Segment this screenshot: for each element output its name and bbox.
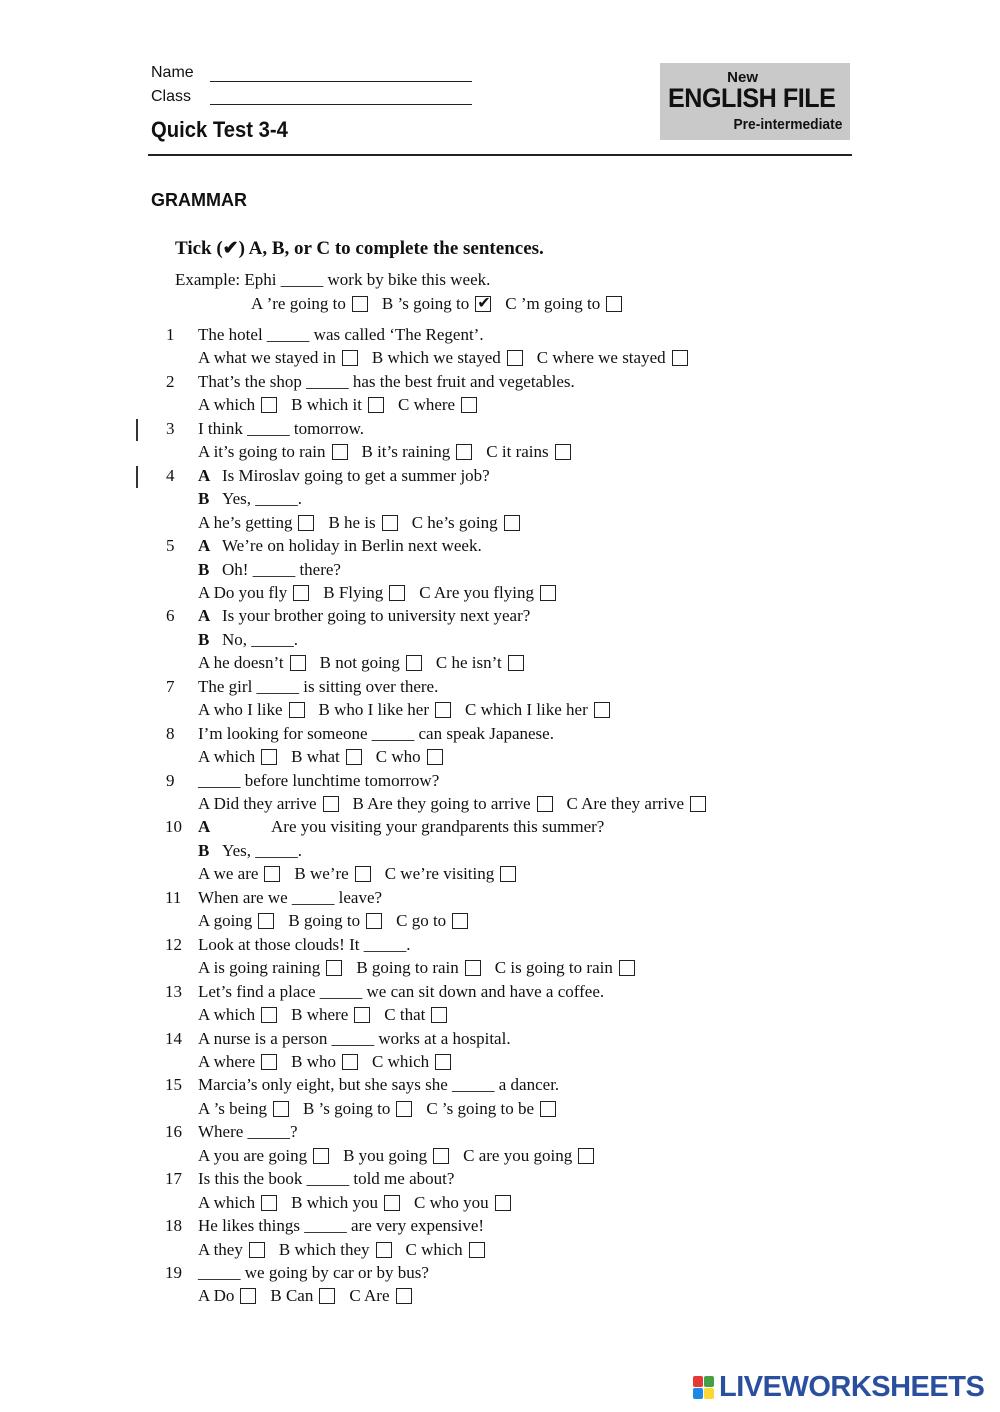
answer-options bbox=[198, 653, 538, 673]
speaker-label: B bbox=[198, 840, 210, 860]
option-checkbox[interactable] bbox=[396, 1288, 412, 1304]
question-number: 4 bbox=[166, 465, 175, 485]
answer-option bbox=[436, 653, 528, 673]
option-label: C are you going bbox=[463, 1145, 573, 1165]
question-number: 10 bbox=[165, 817, 182, 837]
question-sentence: Yes, _____. bbox=[222, 489, 302, 509]
answer-options bbox=[198, 442, 585, 462]
option-checkbox[interactable] bbox=[264, 866, 280, 882]
example-option bbox=[382, 294, 495, 314]
option-label: B you going bbox=[343, 1145, 428, 1165]
answer-option bbox=[288, 911, 386, 931]
logo-tile bbox=[704, 1376, 714, 1387]
question-sentence: That’s the shop _____ has the best fruit and vegetables. bbox=[198, 371, 575, 391]
answer-options bbox=[198, 911, 482, 931]
answer-options bbox=[198, 1286, 426, 1306]
question-text bbox=[198, 1263, 429, 1283]
logo-tile bbox=[704, 1388, 714, 1399]
option-label: A Do you fly bbox=[198, 582, 288, 602]
option-label: C which bbox=[405, 1239, 463, 1259]
answer-options bbox=[198, 348, 702, 368]
answer-option bbox=[198, 1099, 293, 1119]
answer-option bbox=[495, 958, 639, 978]
answer-option bbox=[291, 1193, 404, 1213]
option-label: A going bbox=[198, 911, 253, 931]
name-field[interactable] bbox=[210, 81, 472, 82]
option-label: B which it bbox=[291, 395, 362, 415]
option-label: B which you bbox=[291, 1192, 379, 1212]
option-checkbox[interactable] bbox=[261, 1007, 277, 1023]
option-checkbox[interactable] bbox=[376, 1242, 392, 1258]
question-sentence: I’m looking for someone _____ can speak Japanese. bbox=[198, 723, 554, 743]
option-label: C is going to rain bbox=[494, 958, 613, 978]
option-label: A he’s getting bbox=[198, 512, 293, 532]
question-text bbox=[198, 325, 484, 345]
option-label: A you are going bbox=[198, 1145, 308, 1165]
question-number: 6 bbox=[166, 606, 175, 626]
answer-option bbox=[198, 794, 343, 814]
option-checkbox[interactable] bbox=[690, 796, 706, 812]
option-checkbox[interactable] bbox=[504, 515, 520, 531]
question-text bbox=[198, 817, 604, 837]
question-sentence: Is your brother going to university next year? bbox=[222, 606, 531, 626]
question-text bbox=[198, 888, 382, 908]
option-checkbox[interactable] bbox=[433, 1148, 449, 1164]
question-number: 11 bbox=[165, 887, 182, 907]
question-number: 18 bbox=[165, 1216, 182, 1236]
question-number: 19 bbox=[165, 1263, 182, 1282]
option-checkbox[interactable] bbox=[435, 702, 451, 718]
logo-line-english-file: ENGLISH FILE bbox=[668, 83, 836, 113]
speaker-label: A bbox=[198, 536, 211, 556]
option-checkbox[interactable] bbox=[500, 866, 516, 882]
question-text bbox=[198, 982, 604, 1002]
option-checkbox[interactable] bbox=[323, 796, 339, 812]
question-sentence: Is Miroslav going to get a summer job? bbox=[222, 465, 490, 485]
example-sentence: Example: Ephi _____ work by bike this week. bbox=[175, 270, 491, 289]
option-checkbox[interactable] bbox=[495, 1195, 511, 1211]
answer-options bbox=[198, 1052, 465, 1072]
option-label: A they bbox=[198, 1239, 243, 1259]
question-sentence: Yes, _____. bbox=[222, 840, 302, 860]
option-label: B which we stayed bbox=[371, 348, 501, 368]
answer-option bbox=[291, 1052, 362, 1072]
option-label: C Are bbox=[349, 1286, 390, 1306]
question-number: 14 bbox=[165, 1028, 182, 1048]
option-label: C that bbox=[384, 1005, 426, 1025]
english-file-logo bbox=[660, 63, 850, 140]
answer-option bbox=[567, 794, 711, 814]
option-checkbox[interactable] bbox=[342, 350, 358, 366]
option-checkbox[interactable] bbox=[406, 655, 422, 671]
question-number: 16 bbox=[165, 1122, 182, 1142]
question-sentence: No, _____. bbox=[222, 629, 299, 649]
question-sentence: He likes things _____ are very expensive! bbox=[198, 1216, 485, 1236]
option-label: A what we stayed in bbox=[198, 348, 336, 368]
question-text bbox=[198, 841, 302, 861]
option-checkbox[interactable] bbox=[431, 1007, 447, 1023]
option-checkbox[interactable] bbox=[475, 296, 491, 312]
question-sentence: I think _____ tomorrow. bbox=[198, 418, 365, 438]
option-label: C which bbox=[372, 1051, 430, 1071]
example-option bbox=[251, 294, 372, 314]
option-checkbox[interactable] bbox=[619, 960, 635, 976]
option-checkbox[interactable] bbox=[389, 585, 405, 601]
option-label: B ’s going to bbox=[302, 1098, 391, 1118]
speaker-label: A bbox=[198, 606, 211, 626]
answer-option bbox=[396, 911, 472, 931]
question-number: 12 bbox=[165, 934, 182, 954]
answer-options bbox=[198, 864, 530, 884]
option-label: A which bbox=[198, 747, 256, 767]
question-text bbox=[198, 560, 341, 580]
option-label: B what bbox=[291, 747, 340, 767]
answer-option bbox=[198, 958, 346, 978]
question-text bbox=[198, 466, 490, 486]
answer-option bbox=[198, 1146, 333, 1166]
option-checkbox[interactable] bbox=[319, 1288, 335, 1304]
name-label: Name bbox=[151, 64, 194, 81]
answer-option bbox=[198, 1052, 281, 1072]
question-sentence: The girl _____ is sitting over there. bbox=[198, 676, 439, 696]
answer-option bbox=[198, 442, 352, 462]
answer-options bbox=[198, 1193, 525, 1213]
answer-option bbox=[412, 513, 524, 533]
option-label: B who bbox=[291, 1051, 336, 1071]
question-text bbox=[198, 536, 482, 556]
question-number: 17 bbox=[165, 1169, 182, 1189]
option-label: A which bbox=[198, 1005, 256, 1025]
answer-option bbox=[343, 1146, 453, 1166]
answer-option bbox=[398, 395, 481, 415]
answer-options bbox=[198, 1099, 570, 1119]
answer-option bbox=[279, 1240, 396, 1260]
option-label: B ’s going to bbox=[381, 294, 470, 313]
liveworksheets-brand: LIVEWORKSHEETS bbox=[719, 1371, 985, 1403]
class-label: Class bbox=[151, 88, 192, 105]
answer-option bbox=[319, 700, 455, 720]
question-number: 7 bbox=[166, 676, 175, 696]
answer-option bbox=[353, 794, 557, 814]
option-checkbox[interactable] bbox=[456, 444, 472, 460]
option-label: C he’s going bbox=[411, 512, 498, 532]
speaker-label: B bbox=[198, 629, 210, 649]
answer-options bbox=[198, 747, 457, 767]
question-text bbox=[198, 724, 554, 744]
option-label: C where we stayed bbox=[536, 348, 666, 368]
option-checkbox[interactable] bbox=[540, 1101, 556, 1117]
answer-option bbox=[198, 513, 318, 533]
question-sentence: _____ before lunchtime tomorrow? bbox=[198, 770, 440, 790]
question-number: 15 bbox=[165, 1075, 182, 1095]
answer-option bbox=[270, 1286, 339, 1306]
question-sentence: A nurse is a person _____ works at a hospital. bbox=[198, 1028, 511, 1048]
question-sentence: Look at those clouds! It _____. bbox=[198, 934, 411, 954]
question-text bbox=[198, 419, 364, 439]
answer-option bbox=[414, 1193, 515, 1213]
option-checkbox[interactable] bbox=[396, 1101, 412, 1117]
answer-options bbox=[198, 1240, 499, 1260]
option-checkbox[interactable] bbox=[346, 749, 362, 765]
option-label: A who I like bbox=[198, 700, 283, 720]
question-text bbox=[198, 677, 438, 697]
option-label: A which bbox=[198, 1192, 256, 1212]
option-checkbox[interactable] bbox=[355, 866, 371, 882]
answer-options bbox=[198, 513, 534, 533]
answer-options bbox=[198, 1005, 461, 1025]
option-checkbox[interactable] bbox=[313, 1148, 329, 1164]
question-number: 1 bbox=[166, 325, 175, 344]
option-checkbox[interactable] bbox=[326, 960, 342, 976]
logo-line-new: New bbox=[727, 69, 758, 86]
answer-options bbox=[198, 794, 720, 814]
option-label: C who you bbox=[414, 1192, 489, 1212]
option-label: C ’m going to bbox=[505, 294, 601, 313]
question-number: 8 bbox=[166, 723, 175, 743]
question-number: 13 bbox=[165, 981, 182, 1001]
question-sentence: Is this the book _____ told me about? bbox=[198, 1169, 455, 1189]
option-label: A is going raining bbox=[198, 958, 321, 978]
option-checkbox[interactable] bbox=[368, 397, 384, 413]
option-checkbox[interactable] bbox=[290, 655, 306, 671]
option-label: C he isn’t bbox=[435, 653, 502, 673]
logo-tile bbox=[693, 1376, 703, 1387]
option-label: B not going bbox=[319, 653, 400, 673]
option-checkbox[interactable] bbox=[261, 1195, 277, 1211]
answer-option bbox=[198, 700, 309, 720]
question-sentence: When are we _____ leave? bbox=[198, 887, 383, 907]
answer-option bbox=[486, 442, 574, 462]
logo-tile bbox=[693, 1388, 703, 1399]
option-checkbox[interactable] bbox=[508, 655, 524, 671]
option-label: C where bbox=[397, 395, 456, 415]
answer-options bbox=[198, 1146, 608, 1166]
section-heading: GRAMMAR bbox=[151, 190, 247, 210]
option-label: A we are bbox=[198, 864, 259, 884]
option-checkbox[interactable] bbox=[452, 913, 468, 929]
question-sentence: Are you visiting your grandparents this summer? bbox=[271, 817, 605, 837]
answer-option bbox=[294, 864, 374, 884]
option-label: B which they bbox=[278, 1239, 370, 1259]
option-checkbox[interactable] bbox=[384, 1195, 400, 1211]
class-field[interactable] bbox=[210, 104, 472, 105]
answer-option bbox=[291, 1005, 374, 1025]
answer-option bbox=[384, 1005, 451, 1025]
example-option bbox=[505, 294, 626, 314]
answer-option bbox=[198, 348, 362, 368]
option-checkbox[interactable] bbox=[672, 350, 688, 366]
question-number: 5 bbox=[166, 536, 175, 556]
page-title: Quick Test 3-4 bbox=[151, 117, 288, 142]
answer-option bbox=[198, 1240, 269, 1260]
option-label: B he is bbox=[328, 512, 376, 532]
option-label: B we’re bbox=[294, 864, 349, 884]
option-checkbox[interactable] bbox=[578, 1148, 594, 1164]
option-checkbox[interactable] bbox=[352, 296, 368, 312]
answer-option bbox=[198, 395, 281, 415]
question-text bbox=[198, 935, 410, 955]
option-checkbox[interactable] bbox=[537, 796, 553, 812]
option-label: A which bbox=[198, 395, 256, 415]
option-label: C we’re visiting bbox=[384, 864, 495, 884]
option-label: A where bbox=[198, 1051, 256, 1071]
question-sentence: Oh! _____ there? bbox=[222, 559, 341, 579]
option-label: B who I like her bbox=[318, 700, 430, 720]
option-checkbox[interactable] bbox=[382, 515, 398, 531]
answer-option bbox=[198, 911, 278, 931]
answer-option bbox=[198, 864, 284, 884]
answer-option bbox=[198, 1005, 281, 1025]
example-options bbox=[251, 294, 636, 314]
answer-option bbox=[198, 1286, 260, 1306]
question-text bbox=[198, 489, 302, 509]
question-text bbox=[198, 1169, 454, 1189]
answer-option bbox=[198, 583, 313, 603]
option-checkbox[interactable] bbox=[293, 585, 309, 601]
answer-option bbox=[323, 583, 409, 603]
answer-option bbox=[406, 1240, 489, 1260]
option-checkbox[interactable] bbox=[342, 1054, 358, 1070]
instruction: Tick (✔) A, B, or C to complete the sentences. bbox=[175, 238, 544, 259]
option-checkbox[interactable] bbox=[435, 1054, 451, 1070]
answer-option bbox=[320, 653, 426, 673]
option-checkbox[interactable] bbox=[540, 585, 556, 601]
question-number: 3 bbox=[166, 418, 175, 438]
answer-option bbox=[291, 395, 388, 415]
answer-option bbox=[419, 583, 560, 603]
question-number: 2 bbox=[166, 371, 175, 391]
option-label: B Are they going to arrive bbox=[352, 794, 531, 813]
option-checkbox[interactable] bbox=[594, 702, 610, 718]
option-label: C Are they arrive bbox=[566, 794, 685, 813]
answer-option bbox=[385, 864, 521, 884]
header-divider bbox=[148, 154, 852, 156]
answer-options bbox=[198, 958, 649, 978]
option-checkbox[interactable] bbox=[461, 397, 477, 413]
question-sentence: We’re on holiday in Berlin next week. bbox=[222, 536, 482, 556]
logo-line-level: Pre-intermediate bbox=[733, 116, 842, 133]
question-sentence: _____ we going by car or by bus? bbox=[198, 1263, 429, 1282]
option-checkbox[interactable] bbox=[258, 913, 274, 929]
answer-option bbox=[372, 348, 527, 368]
option-checkbox[interactable] bbox=[354, 1007, 370, 1023]
question-sentence: Marcia’s only eight, but she says she _____ a dancer. bbox=[198, 1075, 560, 1095]
option-label: C which I like her bbox=[465, 700, 588, 720]
option-label: A it’s going to rain bbox=[198, 442, 326, 462]
option-checkbox[interactable] bbox=[332, 444, 348, 460]
option-label: B Flying bbox=[323, 582, 384, 602]
option-checkbox[interactable] bbox=[249, 1242, 265, 1258]
option-checkbox[interactable] bbox=[465, 960, 481, 976]
speaker-label: A bbox=[198, 465, 211, 485]
answer-option bbox=[291, 747, 366, 767]
option-label: C Are you flying bbox=[419, 582, 534, 602]
answer-options bbox=[198, 583, 570, 603]
answer-option bbox=[349, 1286, 415, 1306]
answer-options bbox=[198, 395, 491, 415]
answer-option bbox=[362, 442, 477, 462]
option-label: B going to rain bbox=[356, 958, 459, 978]
speaker-label: B bbox=[198, 559, 210, 579]
answer-option bbox=[303, 1099, 416, 1119]
question-text bbox=[198, 630, 298, 650]
answer-option bbox=[356, 958, 484, 978]
question-text bbox=[198, 372, 575, 392]
option-label: A Do bbox=[198, 1286, 235, 1306]
answer-option bbox=[426, 1099, 560, 1119]
option-checkbox[interactable] bbox=[261, 749, 277, 765]
answer-option bbox=[463, 1146, 598, 1166]
option-checkbox[interactable] bbox=[469, 1242, 485, 1258]
option-checkbox[interactable] bbox=[507, 350, 523, 366]
question-sentence: Let’s find a place _____ we can sit down and have a coffee. bbox=[198, 981, 605, 1001]
answer-option bbox=[376, 747, 447, 767]
question-sentence: The hotel _____ was called ‘The Regent’. bbox=[198, 325, 484, 344]
margin-mark bbox=[136, 466, 138, 488]
option-label: B where bbox=[291, 1005, 349, 1025]
question-text bbox=[198, 606, 530, 626]
option-checkbox[interactable] bbox=[606, 296, 622, 312]
option-checkbox[interactable] bbox=[555, 444, 571, 460]
option-label: A ’re going to bbox=[251, 294, 346, 313]
option-checkbox[interactable] bbox=[261, 397, 277, 413]
question-text bbox=[198, 1216, 484, 1236]
answer-option bbox=[328, 513, 401, 533]
speaker-label: B bbox=[198, 489, 210, 509]
option-label: C go to bbox=[396, 911, 447, 931]
option-label: C who bbox=[375, 747, 421, 767]
option-label: C ’s going to be bbox=[426, 1098, 534, 1118]
answer-option bbox=[198, 1193, 281, 1213]
option-label: B going to bbox=[288, 911, 361, 931]
question-text bbox=[198, 1122, 298, 1142]
option-checkbox[interactable] bbox=[261, 1054, 277, 1070]
option-label: A he doesn’t bbox=[198, 653, 284, 673]
question-text bbox=[198, 771, 439, 791]
option-checkbox[interactable] bbox=[289, 702, 305, 718]
question-sentence: Where _____? bbox=[198, 1122, 298, 1142]
question-number: 9 bbox=[166, 770, 175, 790]
answer-option bbox=[465, 700, 614, 720]
option-checkbox[interactable] bbox=[366, 913, 382, 929]
answer-option bbox=[198, 653, 310, 673]
liveworksheets-icon bbox=[693, 1376, 715, 1400]
question-text bbox=[198, 1029, 511, 1049]
option-label: B Can bbox=[270, 1286, 314, 1306]
option-checkbox[interactable] bbox=[427, 749, 443, 765]
option-checkbox[interactable] bbox=[240, 1288, 256, 1304]
option-label: B it’s raining bbox=[361, 442, 451, 462]
option-label: A ’s being bbox=[198, 1098, 267, 1118]
option-label: A Did they arrive bbox=[198, 794, 317, 813]
speaker-label: A bbox=[198, 817, 211, 837]
question-text bbox=[198, 1075, 559, 1095]
option-checkbox[interactable] bbox=[298, 515, 314, 531]
answer-options bbox=[198, 700, 624, 720]
answer-option bbox=[537, 348, 692, 368]
answer-option bbox=[198, 747, 281, 767]
option-label: C it rains bbox=[486, 442, 549, 462]
answer-option bbox=[372, 1052, 455, 1072]
option-checkbox[interactable] bbox=[273, 1101, 289, 1117]
margin-mark bbox=[136, 419, 138, 441]
